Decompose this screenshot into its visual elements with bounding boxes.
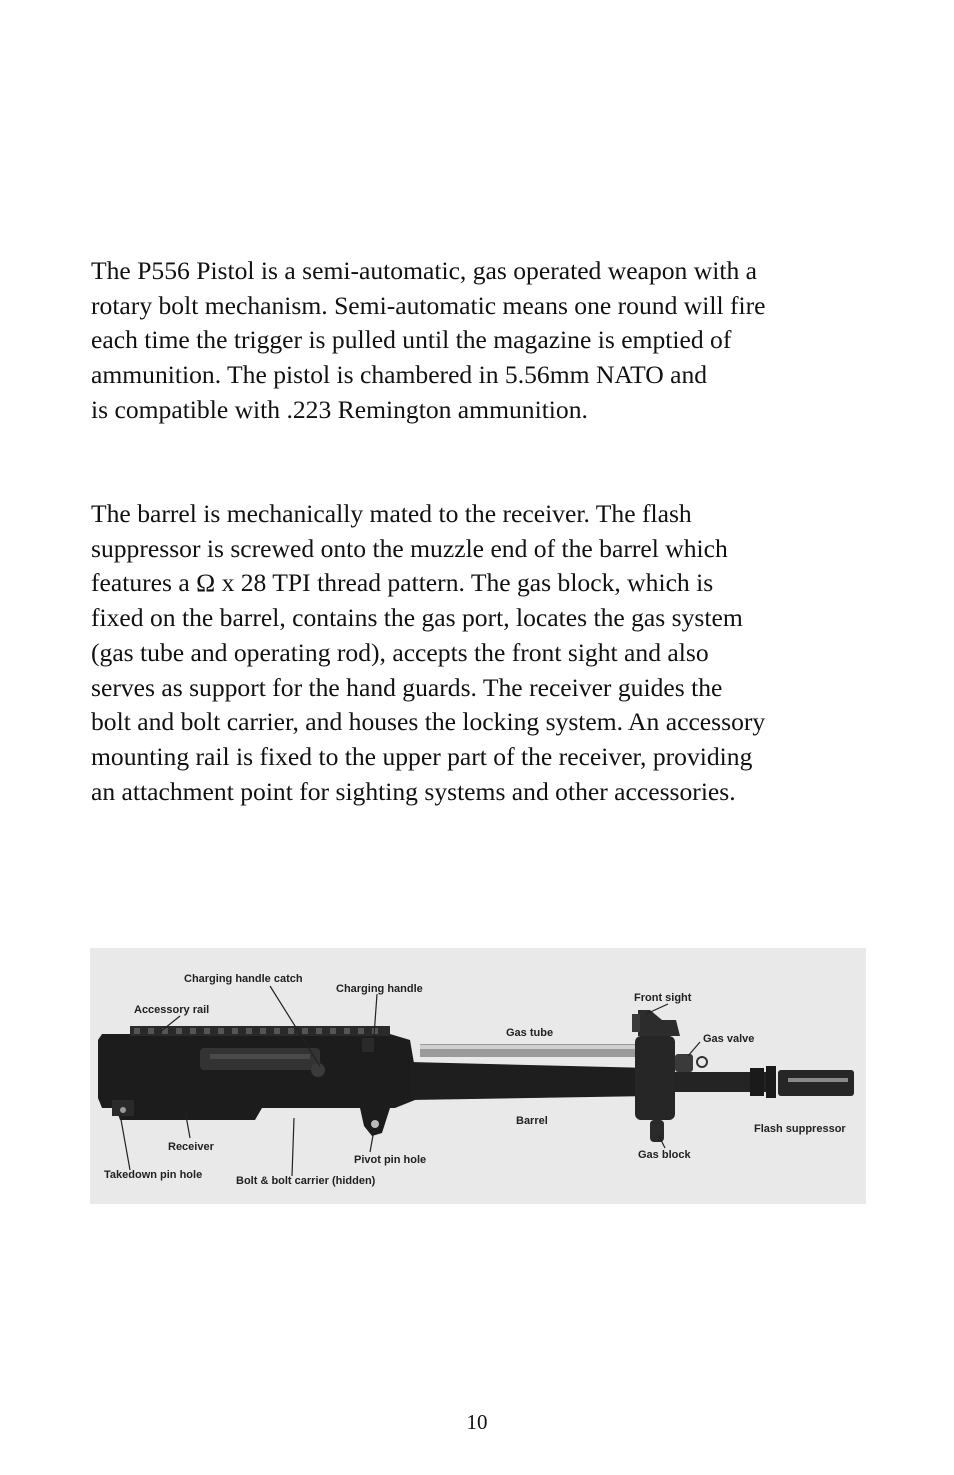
text-line: is compatible with .223 Remington ammunition. (91, 394, 588, 424)
label-flash-suppressor: Flash suppressor (754, 1123, 846, 1135)
barrel-graphic (410, 1062, 770, 1100)
page-number: 10 (466, 1410, 488, 1434)
text-line: fixed on the barrel, contains the gas port, locates the gas system (91, 603, 743, 633)
text-line: an attachment point for sighting systems and other accessories. (91, 776, 736, 806)
label-charging-handle: Charging handle (336, 983, 423, 995)
label-receiver: Receiver (168, 1141, 214, 1153)
barrel-paragraph (91, 497, 881, 809)
text-line: The P556 Pistol is a semi-automatic, gas operated weapon with a (91, 256, 757, 285)
text-line: The barrel is mechanically mated to the receiver. The flash (91, 499, 692, 528)
label-takedown-pin-hole: Takedown pin hole (104, 1169, 203, 1181)
text-line: each time the trigger is pulled until the magazine is emptied of (91, 325, 732, 355)
label-gas-block: Gas block (638, 1149, 691, 1161)
text-line: ammunition. The pistol is chambered in 5.56mm NATO and (91, 360, 708, 390)
label-accessory-rail: Accessory rail (134, 1004, 210, 1016)
text-line: (gas tube and operating rod), accepts the front sight and also (91, 637, 709, 667)
receiver-graphic (98, 1026, 420, 1136)
label-front-sight: Front sight (634, 992, 692, 1004)
text-line: rotary bolt mechanism. Semi-automatic means one round will fire (91, 290, 766, 320)
text-line: features a Ω x 28 TPI thread pattern. The gas block, which is (91, 568, 714, 598)
text-line: bolt and bolt carrier, and houses the locking system. An accessory (91, 707, 766, 737)
text-line: suppressor is screwed onto the muzzle end of the barrel which (91, 533, 728, 563)
label-gas-valve: Gas valve (703, 1033, 755, 1045)
label-gas-tube: Gas tube (506, 1027, 554, 1039)
text-line: serves as support for the hand guards. The receiver guides the (91, 672, 723, 702)
label-pivot-pin-hole: Pivot pin hole (354, 1154, 427, 1166)
upper-receiver-diagram (90, 948, 866, 1204)
text-line: mounting rail is fixed to the upper part of the receiver, providing (91, 741, 753, 771)
intro-paragraph (91, 254, 881, 428)
label-bolt-carrier: Bolt & bolt carrier (hidden) (236, 1175, 376, 1187)
label-barrel: Barrel (516, 1115, 548, 1127)
upper-receiver-figure (90, 948, 866, 1204)
label-charging-handle-catch: Charging handle catch (184, 973, 303, 985)
gas-tube-graphic (420, 1044, 635, 1057)
